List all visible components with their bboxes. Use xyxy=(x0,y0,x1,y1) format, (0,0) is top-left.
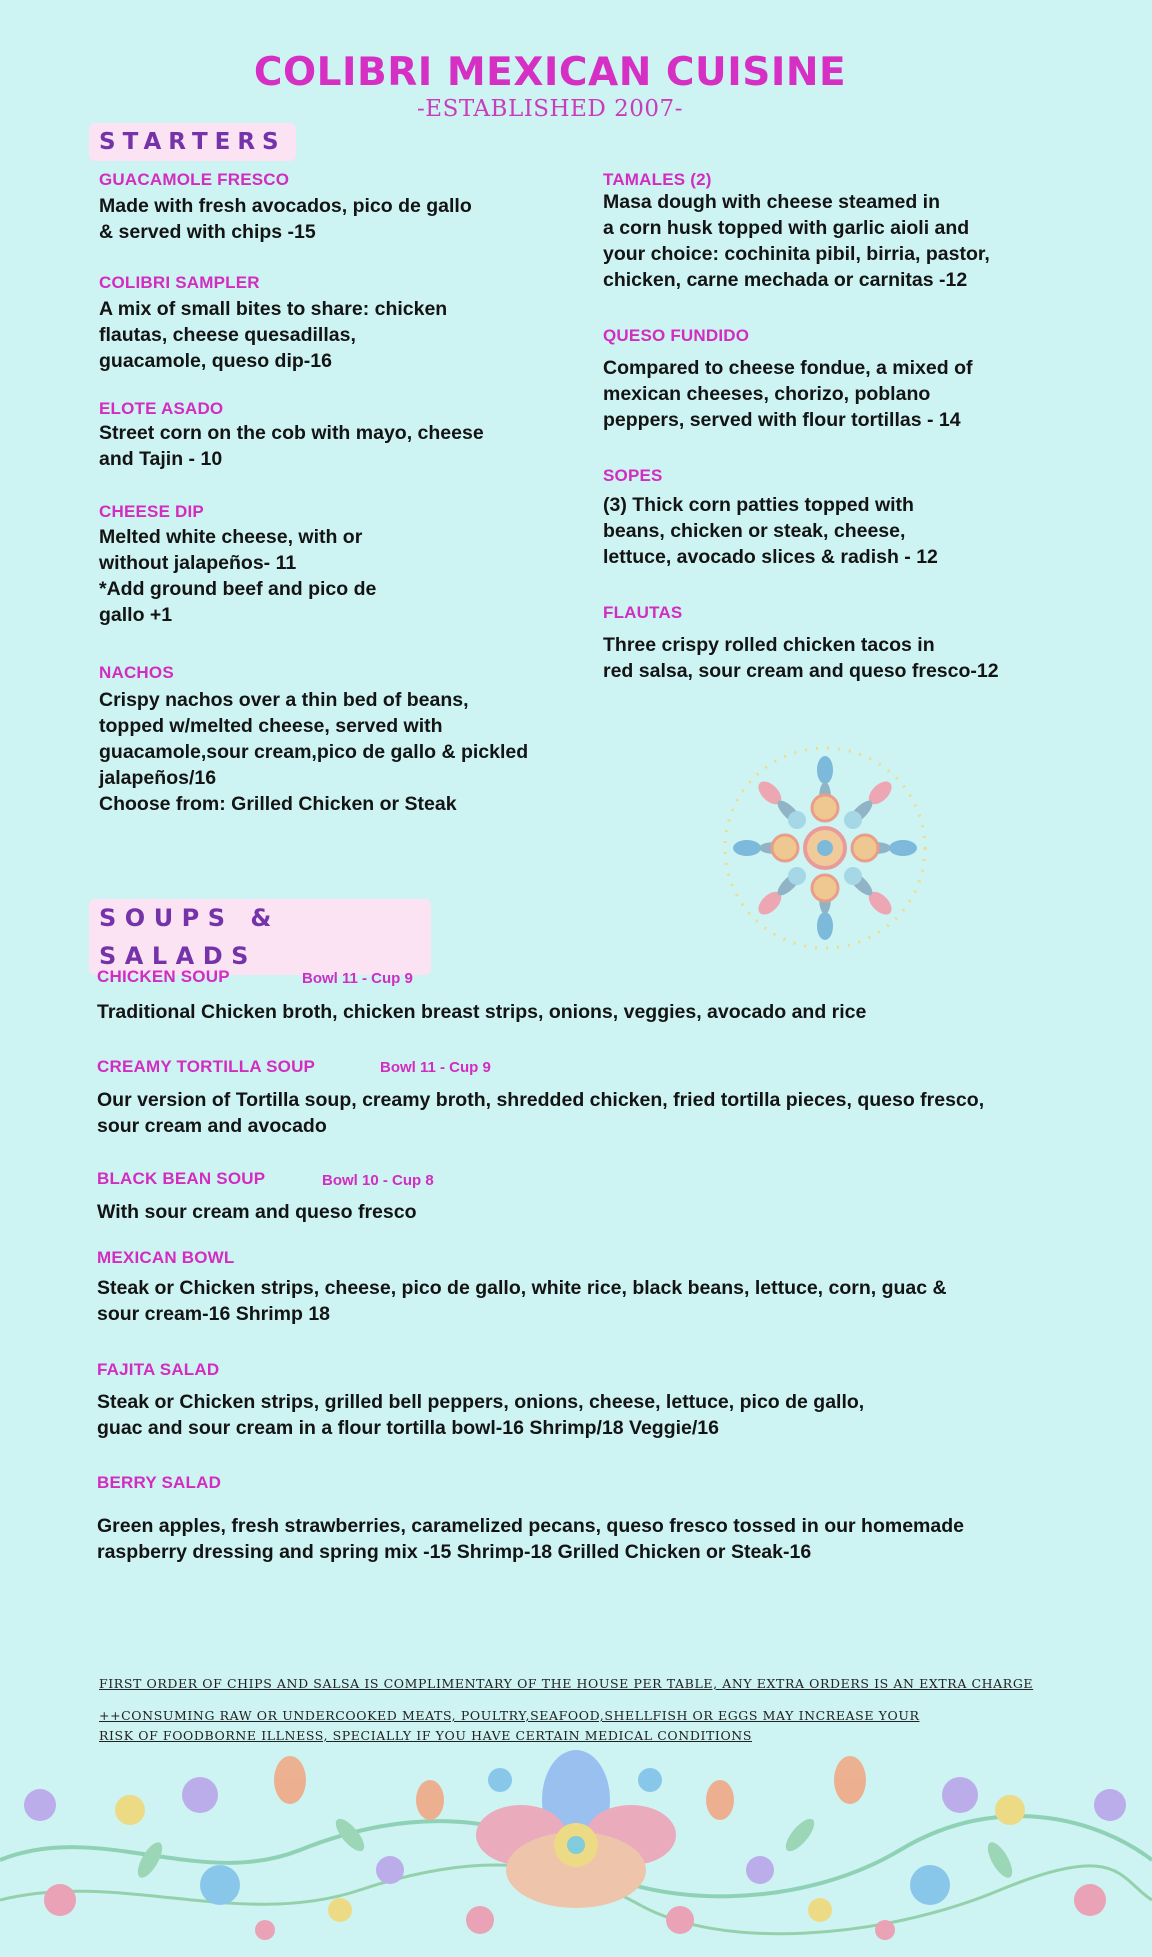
item-title-chicken-soup: CHICKEN SOUP xyxy=(97,967,230,986)
complimentary-chips-note: FIRST ORDER OF CHIPS AND SALSA IS COMPLIMENTARY OF THE HOUSE PER TABLE, ANY EXTRA ORDERS IS AN EXTRA CHARGE xyxy=(99,1676,1034,1691)
item-desc-chicken-soup: Traditional Chicken broth, chicken breast strips, onions, veggies, avocado and rice xyxy=(97,1001,867,1023)
food-safety-disclaimer: ++CONSUMING RAW OR UNDERCOOKED MEATS, POULTRY,SEAFOOD,SHELLFISH OR EGGS MAY INCREASE YOUR RISK OF FOODBORNE ILLNESS, SPECIALLY IF YOU HAVE CERTAIN MEDICAL CONDITIONS xyxy=(99,1708,920,1743)
item-title-cheese-dip: CHEESE DIP xyxy=(99,502,204,521)
item-title-guacamole-fresco: GUACAMOLE FRESCO xyxy=(99,170,290,189)
floral-border-ornament-icon xyxy=(0,1740,1152,1957)
item-title-sopes: SOPES xyxy=(603,466,663,485)
item-desc-elote-asado: Street corn on the cob with mayo, cheese and Tajin - 10 xyxy=(99,422,484,470)
item-desc-cheese-dip: Melted white cheese, with or without jalapeños- 11 *Add ground beef and pico de gallo +1 xyxy=(99,526,377,626)
item-desc-berry-salad: Green apples, fresh strawberries, caramelized pecans, queso fresco tossed in our homemade raspberry dressing and spring mix -15 Shrimp-18 Grilled Chicken or Steak-16 xyxy=(97,1515,964,1563)
item-title-flautas: FLAUTAS xyxy=(603,603,683,622)
item-title-elote-asado: ELOTE ASADO xyxy=(99,399,224,418)
mandala-ornament-icon xyxy=(722,742,928,954)
item-desc-queso-fundido: Compared to cheese fondue, a mixed of mexican cheeses, chorizo, poblano peppers, served with flour tortillas - 14 xyxy=(603,357,973,431)
item-desc-colibri-sampler: A mix of small bites to share: chicken flautas, cheese quesadillas, guacamole, queso dip-16 xyxy=(99,298,448,372)
item-title-mexican-bowl: MEXICAN BOWL xyxy=(97,1248,235,1267)
item-title-fajita-salad: FAJITA SALAD xyxy=(97,1360,220,1379)
item-desc-guacamole-fresco: Made with fresh avocados, pico de gallo & served with chips -15 xyxy=(99,195,472,243)
restaurant-name: COLIBRI MEXICAN CUISINE xyxy=(253,50,847,95)
established-tagline: -ESTABLISHED 2007- xyxy=(417,96,683,122)
item-desc-mexican-bowl: Steak or Chicken strips, cheese, pico de gallo, white rice, black beans, lettuce, corn, guac & sour cream-16 Shrimp 18 xyxy=(97,1277,947,1325)
item-desc-black-bean-soup: With sour cream and queso fresco xyxy=(97,1201,417,1223)
item-title-nachos: NACHOS xyxy=(99,663,174,682)
size-note-chicken-soup: Bowl 11 - Cup 9 xyxy=(302,970,413,987)
item-title-creamy-tortilla-soup: CREAMY TORTILLA SOUP xyxy=(97,1057,316,1076)
item-title-queso-fundido: QUESO FUNDIDO xyxy=(603,326,750,345)
item-desc-flautas: Three crispy rolled chicken tacos in red salsa, sour cream and queso fresco-12 xyxy=(603,634,999,682)
soups-salads-heading: SOUPS & SALADS xyxy=(89,899,431,975)
item-title-colibri-sampler: COLIBRI SAMPLER xyxy=(99,273,260,292)
size-note-creamy-tortilla-soup: Bowl 11 - Cup 9 xyxy=(380,1059,491,1076)
item-desc-fajita-salad: Steak or Chicken strips, grilled bell peppers, onions, cheese, lettuce, pico de gallo, guac and sour cream in a flour tortilla bowl-16 Shrimp/18 Veggie/16 xyxy=(97,1391,865,1439)
item-title-tamales: TAMALES (2) xyxy=(603,170,712,189)
item-title-berry-salad: BERRY SALAD xyxy=(97,1473,222,1492)
item-desc-tamales: Masa dough with cheese steamed in a corn husk topped with garlic aioli and your choice: cochinita pibil, birria, pastor, chicken, carne mechada or carnitas -12 xyxy=(603,191,990,291)
item-title-black-bean-soup: BLACK BEAN SOUP xyxy=(97,1169,266,1188)
item-desc-sopes: (3) Thick corn patties topped with beans, chicken or steak, cheese, lettuce, avocado slices & radish - 12 xyxy=(603,494,938,568)
item-desc-creamy-tortilla-soup: Our version of Tortilla soup, creamy broth, shredded chicken, fried tortilla pieces, queso fresco, sour cream and avocado xyxy=(97,1089,985,1137)
size-note-black-bean-soup: Bowl 10 - Cup 8 xyxy=(322,1172,434,1189)
starters-heading: STARTERS xyxy=(89,123,296,161)
item-desc-nachos: Crispy nachos over a thin bed of beans, topped w/melted cheese, served with guacamole,sour cream,pico de gallo & pickled jalapeños/16 Choose from: Grilled Chicken or Steak xyxy=(99,689,529,815)
